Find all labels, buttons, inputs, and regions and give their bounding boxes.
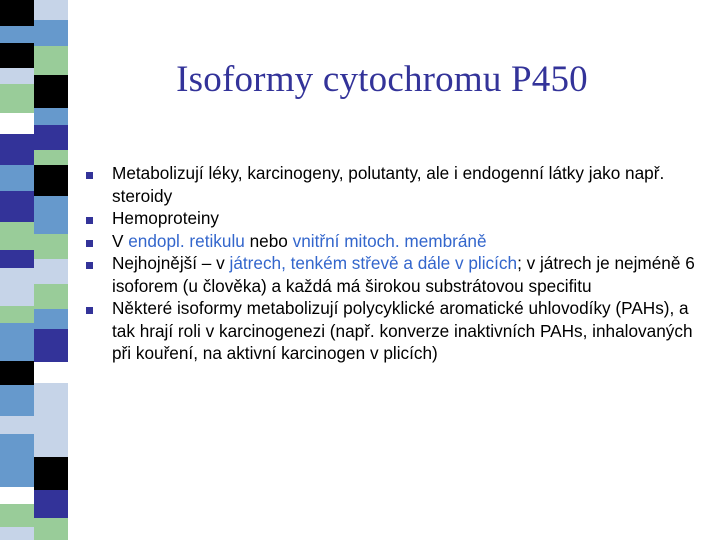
- stripe-block: [0, 459, 34, 487]
- decorative-stripe: [0, 0, 68, 540]
- bullet-item-4: [86, 252, 706, 297]
- bullet-list: [86, 162, 706, 365]
- stripe-block: [0, 113, 34, 134]
- highlighted-text: játrech, tenkém střevě a dále v plicích: [229, 253, 518, 273]
- highlighted-text: endopl. retikulu: [128, 230, 245, 251]
- bullet-text: Některé isoformy metabolizují polycyklické aromatické uhlovodíky (PAHs), a tak hrají roli v karcinogenezi (např. konverze inaktivních PAHs, inhalovaných při kouření, na aktivní karcinogen v plicích): [112, 298, 693, 363]
- stripe-block: [34, 259, 68, 284]
- stripe-block: [0, 504, 34, 527]
- stripe-block: [0, 43, 34, 68]
- stripe-block: [0, 487, 34, 504]
- stripe-block: [0, 191, 34, 222]
- stripe-block: [34, 309, 68, 329]
- stripe-block: [34, 150, 68, 165]
- stripe-block: [0, 84, 34, 113]
- stripe-block: [0, 361, 34, 385]
- stripe-block: [0, 68, 34, 84]
- stripe-block: [0, 165, 34, 191]
- stripe-block: [0, 306, 34, 323]
- stripe-block: [34, 457, 68, 490]
- stripe-block: [0, 527, 34, 540]
- stripe-block: [0, 0, 34, 26]
- stripe-block: [34, 383, 68, 419]
- bullet-text: nebo: [244, 230, 293, 251]
- bullet-square-icon: [86, 240, 93, 247]
- slide-title: Isoformy cytochromu P450: [176, 59, 588, 100]
- bullet-item-3: [86, 230, 706, 253]
- stripe-block: [34, 165, 68, 196]
- stripe-block: [34, 125, 68, 150]
- stripe-block: [0, 222, 34, 250]
- stripe-block: [34, 108, 68, 125]
- stripe-block: [34, 234, 68, 259]
- stripe-block: [0, 434, 34, 459]
- bullet-item-5: [86, 297, 706, 365]
- bullet-square-icon: [86, 262, 93, 269]
- stripe-block: [0, 26, 34, 43]
- bullet-text: Metabolizují léky, karcinogeny, polutanty, ale i endogenní látky jako např. steroidy: [112, 163, 665, 206]
- bullet-square-icon: [86, 172, 93, 179]
- stripe-block: [34, 0, 68, 20]
- bullet-item-2: [86, 207, 706, 230]
- stripe-block: [0, 134, 34, 165]
- stripe-block: [34, 518, 68, 540]
- stripe-block: [0, 385, 34, 416]
- stripe-block: [34, 196, 68, 234]
- stripe-block: [34, 490, 68, 518]
- bullet-square-icon: [86, 217, 93, 224]
- bullet-text: Hemoproteiny: [112, 208, 219, 228]
- stripe-block: [34, 362, 68, 383]
- stripe-block: [0, 323, 34, 361]
- bullet-text: V: [112, 230, 129, 251]
- bullet-item-1: [86, 162, 706, 207]
- stripe-block: [0, 416, 34, 434]
- bullet-text: Nejhojnější – v: [112, 253, 230, 273]
- stripe-block: [34, 20, 68, 46]
- bullet-square-icon: [86, 307, 93, 314]
- stripe-block: [34, 46, 68, 75]
- stripe-block: [34, 284, 68, 309]
- stripe-block: [0, 250, 34, 268]
- stripe-block: [34, 75, 68, 108]
- stripe-block: [34, 329, 68, 362]
- stripe-block: [34, 419, 68, 457]
- stripe-block: [0, 268, 34, 306]
- bullet-text: ; v játrech je nejméně 6 isoforem (u člověka) a každá má širokou substrátovou specifitu: [112, 253, 695, 296]
- highlighted-text: vnitřní mitoch. membráně: [292, 230, 487, 251]
